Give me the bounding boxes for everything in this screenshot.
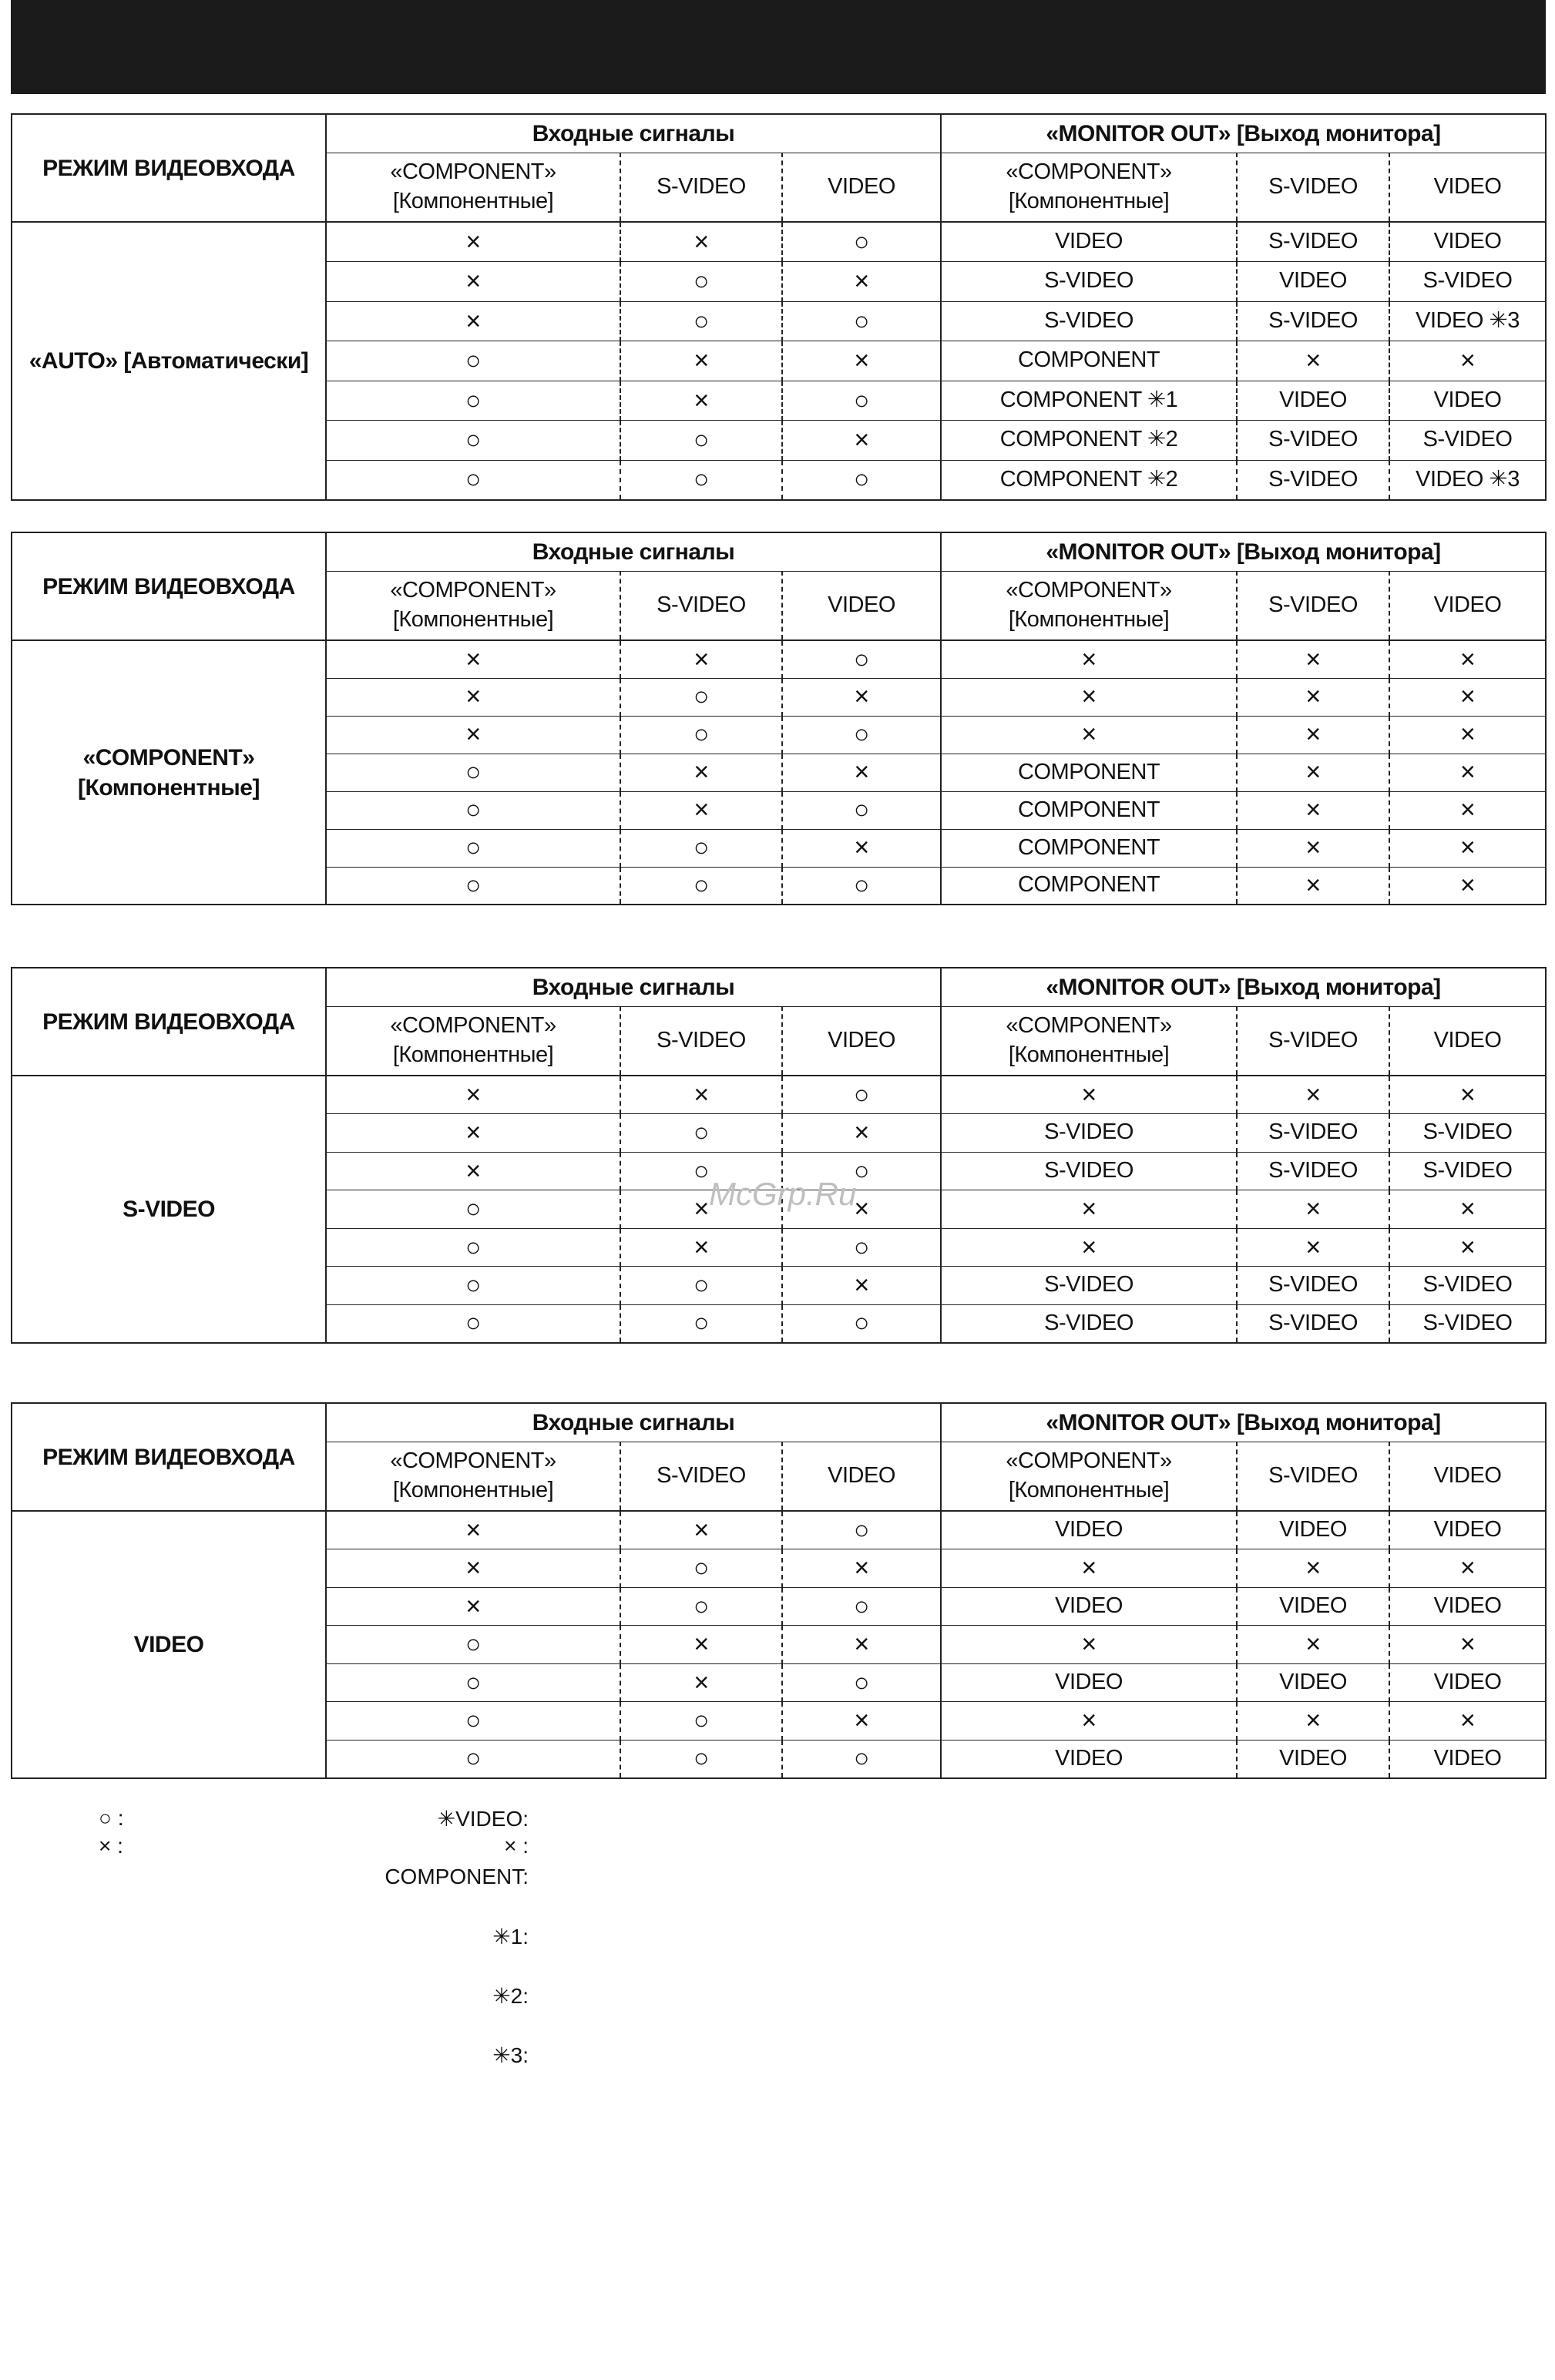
- monitor-out-cell: ×: [1237, 678, 1389, 716]
- component-label-ru: [Компонентные]: [392, 606, 554, 632]
- monitor-out-cell: ×: [941, 1549, 1237, 1588]
- input-col-video-header: [782, 1006, 941, 1076]
- monitor-out-cell: VIDEO: [1433, 1745, 1502, 1771]
- monitor-out-cell: ×: [1459, 871, 1476, 901]
- signal-table: [11, 967, 1547, 1344]
- component-label-ru: [Компонентные]: [392, 188, 554, 213]
- monitor-out-cell: ×: [1237, 1190, 1389, 1229]
- component-label: «COMPONENT»: [1006, 1013, 1172, 1039]
- input-signal-cell: ○: [620, 1587, 782, 1626]
- input-signal-cell: ○: [326, 341, 620, 381]
- table-row: [12, 640, 1546, 678]
- input-signal-cell: ×: [620, 791, 782, 829]
- input-signal-cell: ×: [782, 341, 941, 381]
- mode-table-4: [11, 1402, 1545, 1779]
- monitor-out-cell: VIDEO: [1237, 381, 1389, 421]
- signal-table: [11, 532, 1547, 905]
- monitor-out-cell: VIDEO: [1237, 1587, 1389, 1626]
- column-label: VIDEO: [1433, 173, 1502, 199]
- input-signal-cell: ×: [620, 1076, 782, 1114]
- input-signal-cell: ×: [620, 381, 782, 421]
- monitor-out-cell: S-VIDEO: [941, 1304, 1237, 1343]
- input-signal-cell: ○: [326, 1190, 620, 1229]
- input-signal-cell: ○: [326, 1304, 620, 1343]
- monitor-out-cell: S-VIDEO: [1422, 1272, 1513, 1297]
- monitor-out-cell: ×: [941, 678, 1237, 716]
- input-signal-cell: ○: [620, 1702, 782, 1741]
- monitor-out-cell: VIDEO: [1433, 1669, 1502, 1694]
- input-signal-cell: ×: [620, 341, 782, 381]
- legend-note-2: ✳2:: [492, 1984, 529, 2008]
- input-signal-cell: ×: [620, 1511, 782, 1549]
- monitor-out-heading: «MONITOR OUT» [Выход монитора]: [941, 532, 1546, 571]
- mode-name-line: «AUTO» [Автоматически]: [29, 347, 309, 374]
- monitor-out-cell: VIDEO: [941, 1663, 1237, 1702]
- input-signal-cell: ○: [326, 791, 620, 829]
- component-label-ru: [Компонентные]: [1008, 1042, 1170, 1067]
- input-signal-cell: ×: [782, 754, 941, 791]
- monitor-out-cell: S-VIDEO: [1422, 1157, 1513, 1183]
- mode-name-line: [Компонентные]: [78, 774, 260, 801]
- monitor-out-cell: ×: [1459, 1706, 1476, 1736]
- output-col-component-header: [941, 571, 1237, 640]
- component-label: «COMPONENT»: [390, 578, 556, 603]
- column-label: VIDEO: [1433, 1462, 1502, 1488]
- output-col-component-header: [941, 1006, 1237, 1076]
- monitor-out-cell: ×: [1459, 833, 1476, 863]
- output-col-video-header: [1389, 1006, 1546, 1076]
- input-signal-cell: ○: [782, 1587, 941, 1626]
- monitor-out-cell: ×: [1459, 1553, 1476, 1583]
- monitor-out-cell: VIDEO: [941, 222, 1237, 262]
- monitor-out-cell: COMPONENT ✳2: [941, 460, 1237, 500]
- output-col-svideo-header: [1237, 153, 1389, 222]
- input-signal-cell: ○: [782, 1304, 941, 1343]
- input-signal-cell: ○: [326, 829, 620, 867]
- monitor-out-cell: VIDEO: [941, 1587, 1237, 1626]
- input-signal-cell: ×: [620, 1190, 782, 1229]
- monitor-out-cell: COMPONENT ✳2: [941, 421, 1237, 461]
- input-signal-cell: ○: [620, 1549, 782, 1588]
- column-label: VIDEO: [828, 592, 895, 617]
- monitor-out-cell: ×: [1459, 1194, 1476, 1224]
- input-signal-cell: ○: [782, 1663, 941, 1702]
- monitor-out-cell: ×: [1459, 1232, 1476, 1262]
- input-signal-cell: ○: [326, 1228, 620, 1267]
- monitor-out-cell: VIDEO: [1433, 1517, 1502, 1542]
- monitor-out-cell: ×: [1459, 682, 1476, 712]
- component-label: «COMPONENT»: [1006, 159, 1172, 185]
- input-signal-cell: ○: [326, 1740, 620, 1778]
- monitor-out-cell: ×: [1237, 1549, 1389, 1588]
- input-signal-cell: ×: [782, 421, 941, 461]
- monitor-out-cell: ×: [1237, 754, 1389, 791]
- monitor-out-cell: ×: [1459, 795, 1476, 825]
- input-signals-heading: Входные сигналы: [326, 1403, 941, 1442]
- input-col-video-header: [782, 153, 941, 222]
- component-label-ru: [Компонентные]: [1008, 1477, 1170, 1502]
- input-signal-cell: ○: [782, 716, 941, 754]
- input-signal-cell: ×: [620, 754, 782, 791]
- monitor-out-cell: S-VIDEO: [1237, 1304, 1389, 1343]
- mode-heading: РЕЖИМ ВИДЕОВХОДА: [12, 968, 326, 1076]
- input-signal-cell: ○: [620, 460, 782, 500]
- column-label: VIDEO: [1433, 1027, 1502, 1052]
- component-label-ru: [Компонентные]: [392, 1042, 554, 1067]
- mode-name: [12, 640, 326, 905]
- output-col-component-header: [941, 153, 1237, 222]
- monitor-out-cell: ×: [1237, 341, 1389, 381]
- input-signal-cell: ○: [782, 1152, 941, 1190]
- input-col-svideo-header: [620, 1442, 782, 1511]
- monitor-out-heading: «MONITOR OUT» [Выход монитора]: [941, 1403, 1546, 1442]
- monitor-out-cell: ×: [1237, 791, 1389, 829]
- input-signal-cell: ○: [326, 754, 620, 791]
- monitor-out-cell: ×: [1237, 1702, 1389, 1741]
- input-signals-heading: Входные сигналы: [326, 532, 941, 571]
- monitor-out-cell: VIDEO: [941, 1511, 1237, 1549]
- monitor-out-cell: ×: [941, 716, 1237, 754]
- mode-heading: РЕЖИМ ВИДЕОВХОДА: [12, 1403, 326, 1511]
- input-col-component-header: [326, 571, 620, 640]
- column-label: S-VIDEO: [657, 1462, 746, 1488]
- legend-cross: × :: [99, 1834, 123, 1858]
- component-label: «COMPONENT»: [390, 1013, 556, 1039]
- column-label: S-VIDEO: [657, 173, 746, 199]
- monitor-out-cell: VIDEO ✳3: [1416, 307, 1520, 333]
- output-col-video-header: [1389, 153, 1546, 222]
- input-col-component-header: [326, 1442, 620, 1511]
- component-label-ru: [Компонентные]: [392, 1477, 554, 1502]
- mode-heading: РЕЖИМ ВИДЕОВХОДА: [12, 532, 326, 640]
- monitor-out-cell: VIDEO: [1237, 1663, 1389, 1702]
- input-signal-cell: ○: [326, 1267, 620, 1305]
- input-signal-cell: ○: [620, 1304, 782, 1343]
- input-signal-cell: ×: [782, 1702, 941, 1741]
- input-signal-cell: ○: [326, 1702, 620, 1741]
- legend-cross-note: × :: [504, 1834, 529, 1858]
- monitor-out-cell: S-VIDEO: [1422, 1310, 1513, 1335]
- monitor-out-cell: S-VIDEO: [1237, 1152, 1389, 1190]
- monitor-out-cell: ×: [1237, 640, 1389, 678]
- input-signal-cell: ○: [620, 1267, 782, 1305]
- input-col-video-header: [782, 1442, 941, 1511]
- monitor-out-cell: VIDEO: [1237, 1511, 1389, 1549]
- input-col-component-header: [326, 153, 620, 222]
- column-label: S-VIDEO: [1268, 592, 1358, 617]
- monitor-out-cell: ×: [941, 1076, 1237, 1114]
- monitor-out-cell: ×: [1237, 1076, 1389, 1114]
- mode-name: [12, 1076, 326, 1343]
- column-label: VIDEO: [828, 173, 895, 199]
- input-signal-cell: ○: [326, 1626, 620, 1664]
- component-label: «COMPONENT»: [390, 1448, 556, 1474]
- input-signal-cell: ○: [326, 421, 620, 461]
- monitor-out-cell: ×: [1459, 720, 1476, 750]
- monitor-out-cell: S-VIDEO: [1422, 1120, 1513, 1145]
- input-signal-cell: ×: [620, 640, 782, 678]
- monitor-out-cell: VIDEO: [1433, 1593, 1502, 1618]
- input-signal-cell: ×: [326, 1549, 620, 1588]
- input-signal-cell: ○: [620, 1152, 782, 1190]
- monitor-out-cell: S-VIDEO: [941, 301, 1237, 341]
- input-signal-cell: ○: [782, 222, 941, 262]
- input-col-svideo-header: [620, 1006, 782, 1076]
- input-signals-heading: Входные сигналы: [326, 114, 941, 153]
- input-signals-heading: Входные сигналы: [326, 968, 941, 1006]
- input-col-component-header: [326, 1006, 620, 1076]
- monitor-out-cell: VIDEO: [1433, 387, 1502, 412]
- legend-note-1: ✳1:: [492, 1925, 529, 1949]
- input-signal-cell: ○: [620, 867, 782, 905]
- input-signal-cell: ○: [326, 381, 620, 421]
- mode-name-line: «COMPONENT»: [82, 744, 255, 770]
- monitor-out-cell: VIDEO: [1433, 229, 1502, 254]
- watermark: McGrp.Ru: [709, 1176, 857, 1212]
- monitor-out-cell: COMPONENT: [941, 791, 1237, 829]
- monitor-out-cell: COMPONENT: [941, 867, 1237, 905]
- monitor-out-cell: S-VIDEO: [1422, 427, 1513, 452]
- input-signal-cell: ○: [326, 1663, 620, 1702]
- monitor-out-cell: ×: [1237, 1626, 1389, 1664]
- component-label-ru: [Компонентные]: [1008, 606, 1170, 632]
- monitor-out-cell: S-VIDEO: [1237, 460, 1389, 500]
- output-col-svideo-header: [1237, 571, 1389, 640]
- input-signal-cell: ○: [620, 716, 782, 754]
- mode-name: [12, 222, 326, 500]
- monitor-out-cell: ×: [941, 1190, 1237, 1229]
- input-signal-cell: ×: [620, 222, 782, 262]
- output-col-video-header: [1389, 1442, 1546, 1511]
- input-signal-cell: ×: [620, 1626, 782, 1664]
- input-signal-cell: ×: [782, 1549, 941, 1588]
- monitor-out-cell: ×: [941, 640, 1237, 678]
- mode-table-3: [11, 967, 1545, 1344]
- input-signal-cell: ×: [326, 716, 620, 754]
- input-signal-cell: ×: [782, 1114, 941, 1153]
- component-label: «COMPONENT»: [1006, 1448, 1172, 1474]
- monitor-out-cell: ×: [1237, 867, 1389, 905]
- input-signal-cell: ×: [782, 262, 941, 302]
- monitor-out-cell: VIDEO ✳3: [1416, 466, 1520, 492]
- input-signal-cell: ○: [620, 1114, 782, 1153]
- input-signal-cell: ○: [782, 1076, 941, 1114]
- monitor-out-cell: ×: [941, 1702, 1237, 1741]
- output-col-svideo-header: [1237, 1442, 1389, 1511]
- input-signal-cell: ×: [326, 1511, 620, 1549]
- monitor-out-cell: S-VIDEO: [941, 1114, 1237, 1153]
- column-label: S-VIDEO: [657, 592, 746, 617]
- input-signal-cell: ○: [782, 1740, 941, 1778]
- mode-name-line: VIDEO: [133, 1631, 204, 1657]
- mode-table-1: [11, 113, 1545, 501]
- component-label-ru: [Компонентные]: [1008, 188, 1170, 213]
- monitor-out-cell: S-VIDEO: [1237, 1267, 1389, 1305]
- monitor-out-cell: VIDEO: [1237, 262, 1389, 302]
- mode-table-2: [11, 532, 1545, 905]
- header-bar: [11, 0, 1546, 94]
- input-signal-cell: ×: [326, 678, 620, 716]
- monitor-out-cell: COMPONENT: [941, 341, 1237, 381]
- monitor-out-cell: S-VIDEO: [941, 1267, 1237, 1305]
- input-signal-cell: ×: [326, 301, 620, 341]
- monitor-out-heading: «MONITOR OUT» [Выход монитора]: [941, 114, 1546, 153]
- monitor-out-cell: S-VIDEO: [1422, 268, 1513, 294]
- input-signal-cell: ○: [620, 421, 782, 461]
- input-signal-cell: ○: [782, 791, 941, 829]
- component-label: «COMPONENT»: [390, 159, 556, 185]
- monitor-out-cell: COMPONENT: [941, 754, 1237, 791]
- input-signal-cell: ×: [326, 262, 620, 302]
- input-signal-cell: ○: [782, 460, 941, 500]
- legend-video-note: ✳VIDEO:: [437, 1807, 529, 1831]
- monitor-out-cell: ×: [941, 1228, 1237, 1267]
- input-signal-cell: ×: [782, 1267, 941, 1305]
- legend-component-note: COMPONENT:: [385, 1865, 529, 1888]
- mode-name: [12, 1511, 326, 1778]
- legend-circle: ○ :: [99, 1806, 124, 1830]
- input-signal-cell: ×: [782, 1626, 941, 1664]
- column-label: VIDEO: [828, 1027, 895, 1052]
- input-signal-cell: ○: [620, 301, 782, 341]
- column-label: S-VIDEO: [1268, 1027, 1358, 1052]
- monitor-out-cell: S-VIDEO: [1237, 1114, 1389, 1153]
- input-signal-cell: ×: [326, 222, 620, 262]
- output-col-component-header: [941, 1442, 1237, 1511]
- monitor-out-cell: VIDEO: [941, 1740, 1237, 1778]
- output-col-video-header: [1389, 571, 1546, 640]
- monitor-out-heading: «MONITOR OUT» [Выход монитора]: [941, 968, 1546, 1006]
- table-row: [12, 222, 1546, 262]
- input-signal-cell: ○: [620, 1740, 782, 1778]
- column-label: VIDEO: [828, 1462, 895, 1488]
- input-signal-cell: ×: [326, 1152, 620, 1190]
- input-signal-cell: ×: [326, 1587, 620, 1626]
- column-label: VIDEO: [1433, 592, 1502, 617]
- signal-table: [11, 113, 1547, 501]
- input-signal-cell: ○: [620, 829, 782, 867]
- input-signal-cell: ×: [782, 678, 941, 716]
- input-signal-cell: ○: [782, 381, 941, 421]
- input-col-svideo-header: [620, 153, 782, 222]
- input-signal-cell: ○: [782, 867, 941, 905]
- monitor-out-cell: ×: [1459, 346, 1476, 376]
- input-signal-cell: ○: [782, 1511, 941, 1549]
- input-signal-cell: ○: [782, 640, 941, 678]
- input-signal-cell: ○: [326, 460, 620, 500]
- mode-name-line: S-VIDEO: [123, 1196, 215, 1222]
- monitor-out-cell: ×: [1459, 757, 1476, 787]
- monitor-out-cell: ×: [1237, 829, 1389, 867]
- input-signal-cell: ×: [620, 1663, 782, 1702]
- table-row: [12, 1511, 1546, 1549]
- monitor-out-cell: COMPONENT ✳1: [941, 381, 1237, 421]
- component-label: «COMPONENT»: [1006, 578, 1172, 603]
- column-label: S-VIDEO: [1268, 173, 1358, 199]
- input-signal-cell: ○: [782, 1228, 941, 1267]
- monitor-out-cell: S-VIDEO: [1237, 222, 1389, 262]
- input-signal-cell: ×: [620, 1228, 782, 1267]
- monitor-out-cell: VIDEO: [1237, 1740, 1389, 1778]
- input-col-video-header: [782, 571, 941, 640]
- monitor-out-cell: S-VIDEO: [941, 1152, 1237, 1190]
- monitor-out-cell: S-VIDEO: [1237, 301, 1389, 341]
- monitor-out-cell: ×: [941, 1626, 1237, 1664]
- output-col-svideo-header: [1237, 1006, 1389, 1076]
- input-col-svideo-header: [620, 571, 782, 640]
- monitor-out-cell: COMPONENT: [941, 829, 1237, 867]
- input-signal-cell: ×: [326, 640, 620, 678]
- signal-table: [11, 1402, 1547, 1779]
- table-row: [12, 1076, 1546, 1114]
- monitor-out-cell: ×: [1459, 1079, 1476, 1109]
- monitor-out-cell: ×: [1237, 1228, 1389, 1267]
- input-signal-cell: ○: [326, 867, 620, 905]
- monitor-out-cell: ×: [1459, 644, 1476, 674]
- monitor-out-cell: ×: [1459, 1630, 1476, 1660]
- input-signal-cell: ○: [620, 262, 782, 302]
- input-signal-cell: ×: [326, 1114, 620, 1153]
- monitor-out-cell: S-VIDEO: [1237, 421, 1389, 461]
- input-signal-cell: ×: [782, 1190, 941, 1229]
- input-signal-cell: ×: [782, 829, 941, 867]
- column-label: S-VIDEO: [657, 1027, 746, 1052]
- column-label: S-VIDEO: [1268, 1462, 1358, 1488]
- input-signal-cell: ○: [620, 678, 782, 716]
- legend-note-3: ✳3:: [492, 2043, 529, 2067]
- mode-heading: РЕЖИМ ВИДЕОВХОДА: [12, 114, 326, 222]
- monitor-out-cell: ×: [1237, 716, 1389, 754]
- monitor-out-cell: S-VIDEO: [941, 262, 1237, 302]
- input-signal-cell: ○: [782, 301, 941, 341]
- input-signal-cell: ×: [326, 1076, 620, 1114]
